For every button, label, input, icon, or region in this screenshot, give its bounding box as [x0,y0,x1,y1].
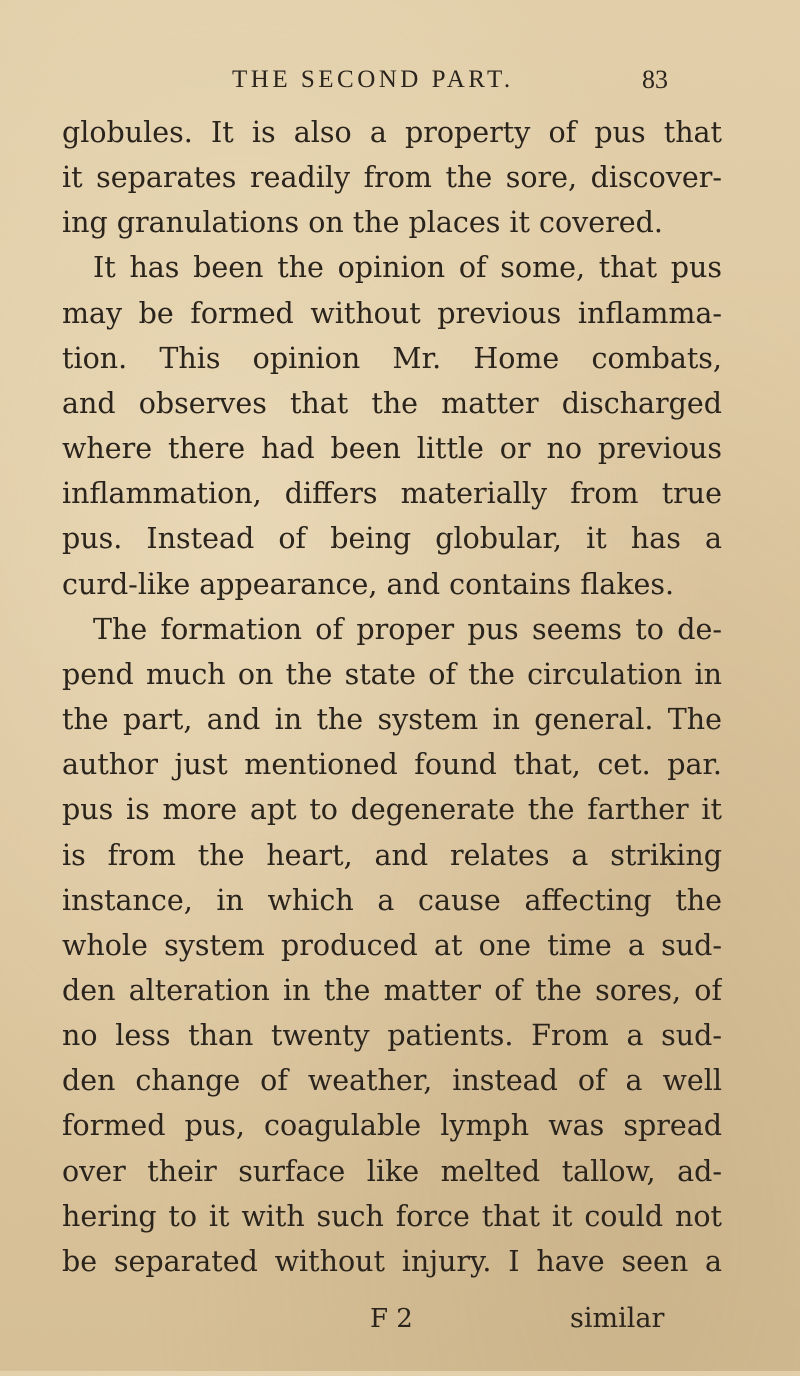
running-title: THE SECOND PART. [232,66,514,93]
body-text [62,110,722,1284]
text-line: it separates readily from the sore, discover- [62,161,722,195]
text-line: over their surface like melted tallow, ad- [62,1154,722,1188]
page-number: 83 [642,65,668,94]
text-line: The formation of proper pus seems to de- [93,612,722,646]
text-line: ing granulations on the places it covered. [62,206,663,240]
text-line: hering to it with such force that it could not [62,1199,722,1233]
text-line: pus. Instead of being globular, it has a [62,522,722,556]
text-line: den change of weather, instead of a well [62,1064,722,1098]
text-line: be separated without injury. I have seen a [62,1244,722,1278]
text-line: den alteration in the matter of the sores, of [62,973,722,1007]
text-line: curd-like appearance, and contains flakes. [62,567,675,601]
text-line: the part, and in the system in general. The [62,703,722,737]
text-line: whole system produced at one time a sud- [62,928,722,962]
text-line: globules. It is also a property of pus that [62,116,722,149]
running-head [0,60,800,100]
page-footer [0,1303,800,1376]
text-line: It has been the opinion of some, that pus [93,251,722,285]
catchword: similar [570,1303,665,1334]
text-line: tion. This opinion Mr. Home combats, [62,341,722,375]
text-line: where there had been little or no previous [62,432,722,466]
text-line: no less than twenty patients. From a sud- [62,1019,722,1053]
text-line: pus is more apt to degenerate the farther it [62,793,722,827]
text-line: and observes that the matter discharged [62,386,722,420]
signature-mark: F 2 [370,1304,413,1334]
text-line: formed pus, coagulable lymph was spread [62,1109,722,1143]
text-line: instance, in which a cause affecting the [62,883,722,917]
text-line: may be formed without previous inflamma- [62,296,722,330]
text-line: author just mentioned found that, cet. par. [62,748,722,782]
text-line: pend much on the state of the circulation in [62,657,722,691]
text-line: inflammation, differs materially from true [62,477,722,511]
text-line: is from the heart, and relates a striking [62,838,722,872]
